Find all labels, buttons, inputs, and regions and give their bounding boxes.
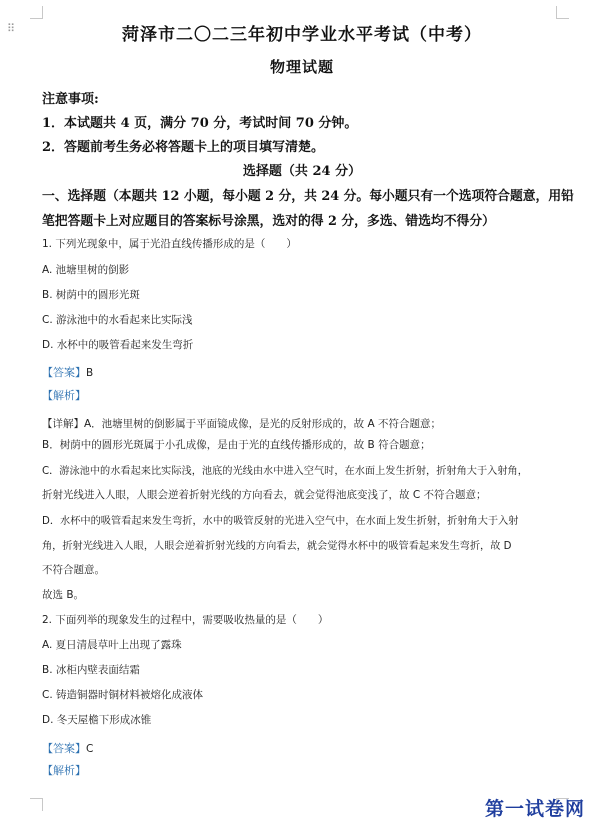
- exam-subject: 物理试题: [269, 58, 334, 76]
- question-2-analysis-tag: 【解析】: [42, 764, 86, 777]
- question-1-analysis-tag: 【解析】: [42, 389, 86, 402]
- question-2-option-b: B. 冰柜内壁表面结霜: [42, 664, 140, 676]
- question-1-detail-line-2: B．树荫中的圆形光斑属于小孔成像，是由于光的直线传播形成的，故 B 符合题意；: [42, 439, 431, 451]
- question-1-option-a: A. 池塘里树的倒影: [42, 264, 130, 276]
- question-1-detail-line-5: D．水杯中的吸管看起来发生弯折，水中的吸管反射的光进入空气中，在水面上发生折射，折射角大于入射: [42, 516, 519, 527]
- section-title: 选择题（共 24 分）: [242, 164, 362, 179]
- notice-item-2: 2．答题前考生务必将答题卡上的项目填写清楚。: [42, 140, 325, 155]
- exam-title: 菏泽市二〇二三年初中学业水平考试（中考）: [122, 25, 482, 45]
- site-watermark: 第一试卷网: [484, 798, 585, 820]
- question-1-answer: [42, 361, 93, 380]
- detail-text: A．池塘里树的倒影属于平面镜成像，是光的反射形成的，故 A 不符合题意；: [84, 418, 442, 430]
- answer-tag: 【答案】: [42, 742, 86, 755]
- notice-item-1: 1．本试题共 4 页，满分 70 分，考试时间 70 分钟。: [42, 116, 358, 131]
- question-1-stem: 1. 下列光现象中，属于光沿直线传播形成的是（ ）: [42, 238, 297, 250]
- question-1-detail-line-6: 角，折射光线进入人眼，人眼会逆着折射光线的方向看去，就会觉得水杯中的吸管看起来发生弯折，故 D: [42, 541, 512, 552]
- question-1-conclusion: 故选 B。: [42, 589, 85, 601]
- question-1-detail-line-4: 折射光线进入人眼，人眼会逆着折射光线的方向看去，就会觉得池底变浅了，故 C 不符合题意；: [42, 489, 487, 501]
- question-2-option-c: C. 铸造铜器时铜材料被熔化成液体: [42, 689, 204, 701]
- question-2-answer: [42, 737, 93, 756]
- answer-value: C: [86, 743, 94, 755]
- question-1-detail-line-1: [42, 412, 441, 431]
- question-1-option-b: B. 树荫中的圆形光斑: [42, 289, 140, 301]
- detail-tag: 【详解】: [42, 418, 84, 430]
- crop-mark-top-left: [30, 6, 43, 19]
- question-1-detail-line-7: 不符合题意。: [42, 564, 105, 576]
- section-instruction-line-2: 笔把答题卡上对应题目的答案标号涂黑，选对的得 2 分，多选、错选均不得分）: [42, 214, 495, 229]
- crop-mark-top-right: [556, 6, 569, 19]
- question-2-stem: 2. 下面列举的现象发生的过程中，需要吸收热量的是（ ）: [42, 614, 329, 626]
- question-2-option-d: D. 冬天屋檐下形成冰锥: [42, 714, 152, 726]
- crop-mark-bottom-left: [30, 798, 43, 811]
- question-2-option-a: A. 夏日清晨草叶上出现了露珠: [42, 639, 182, 651]
- section-instruction-line-1: 一、选择题（本题共 12 小题，每小题 2 分，共 24 分。每小题只有一个选项符合题意，用铅: [42, 189, 574, 204]
- answer-tag: 【答案】: [42, 366, 86, 379]
- drag-handle-icon[interactable]: ⠿: [7, 22, 17, 35]
- question-1-option-c: C. 游泳池中的水看起来比实际浅: [42, 314, 193, 326]
- answer-value: B: [86, 367, 94, 379]
- notice-heading: 注意事项:: [42, 92, 99, 107]
- question-1-option-d: D. 水杯中的吸管看起来发生弯折: [42, 339, 194, 351]
- question-1-detail-line-3: C．游泳池中的水看起来比实际浅，池底的光线由水中进入空气时，在水面上发生折射，折射角大于入射角，: [42, 466, 528, 477]
